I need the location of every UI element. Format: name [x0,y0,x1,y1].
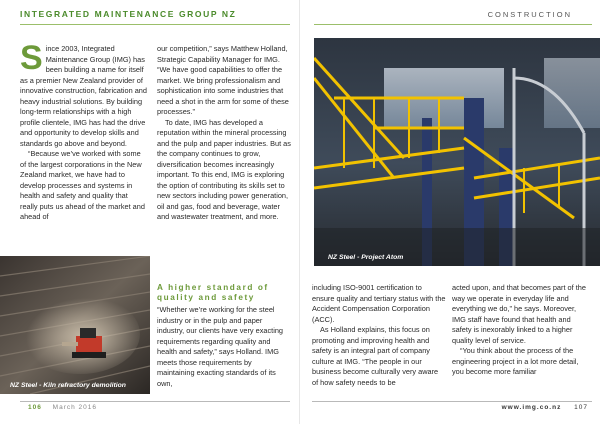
paragraph: “You think about the process of the engineering project in a lot more detail, you become more familiar [452,346,579,376]
footer-left [28,404,97,411]
kiln-demolition-image [0,256,150,394]
paragraph: To date, IMG has developed a reputation within the mineral processing and the pulp and paper industries. But as the company continues to grow, diversification becomes increasingly important. To this end, IMG is exploring the option of contributing its skills set to new sectors including power generation, oil and gas, food and beverage, water and wastewater treatment, and more. [157,117,291,221]
paragraph: “Because we’ve worked with some of the largest corporations in the New Zealand market, we have had to develop processes and systems in health and safety and quality that really puts us ahead of the market and ahead of [20,149,145,221]
article-column-3 [312,283,446,388]
footer-right [502,404,588,411]
article-column-4 [452,283,588,378]
page-number-left: 106 [28,404,42,411]
photo-caption-left: NZ Steel - Kiln refractory demolition [10,382,126,389]
paragraph: including ISO-9001 certification to ensure quality and tertiary status with the Accident Compensation Corporation (ACC). [312,283,446,324]
right-page [300,0,600,424]
photo-kiln-demolition [0,256,150,394]
publication-header-title: INTEGRATED MAINTENANCE GROUP NZ [20,9,237,19]
project-atom-image [314,38,600,266]
footer-rule [20,401,290,402]
website-url: www.img.co.nz [501,404,562,411]
photo-caption-right: NZ Steel - Project Atom [328,254,404,261]
footer-rule [312,401,592,402]
drop-cap: S [20,39,43,77]
paragraph: our competition,” says Matthew Holland, Strategic Capability Manager for IMG. “We have good capabilities to offer the market. We bring professionalism and sophistication into some industries that need a shot in the arm for some of these processes.” [157,44,289,116]
page-number-right: 107 [574,404,588,411]
paragraph: acted upon, and that becomes part of the way we operate in everyday life and everything we do,” he says. Moreover, IMG staff have found that health and safety is inexorably linked to a higher quality level of service. [452,283,586,345]
article-column-2-lower [157,283,291,389]
photo-project-atom [314,38,600,266]
section-label: CONSTRUCTION [487,10,572,19]
issue-date: March 2016 [52,404,97,411]
header-rule [20,24,290,25]
article-column-1 [20,39,147,223]
section-subheading: A higher standard of quality and safety [157,283,269,302]
paragraph: As Holland explains, this focus on promoting and improving health and safety is an integral part of company culture at IMG. “The people in our business become culturally very aware of how safety needs to be [312,325,439,387]
paragraph: “Whether we’re working for the steel industry or in the pulp and paper industry, our clients have very exacting requirements regarding quality and health and safety,” says Holland. IMG meets those requirements by maintaining exacting standards of its own, [157,305,283,388]
paragraph: ince 2003, Integrated Maintenance Group (IMG) has been building a name for itself as a premier New Zealand provider of innovative construction, fabrication and heavy industrial solutions. By building long-term relationships with a high profile clientele, IMG has had the drive and opportunity to develop skills and standards go above and beyond. [20,44,147,148]
article-column-2 [157,44,291,223]
header-rule [314,24,592,25]
